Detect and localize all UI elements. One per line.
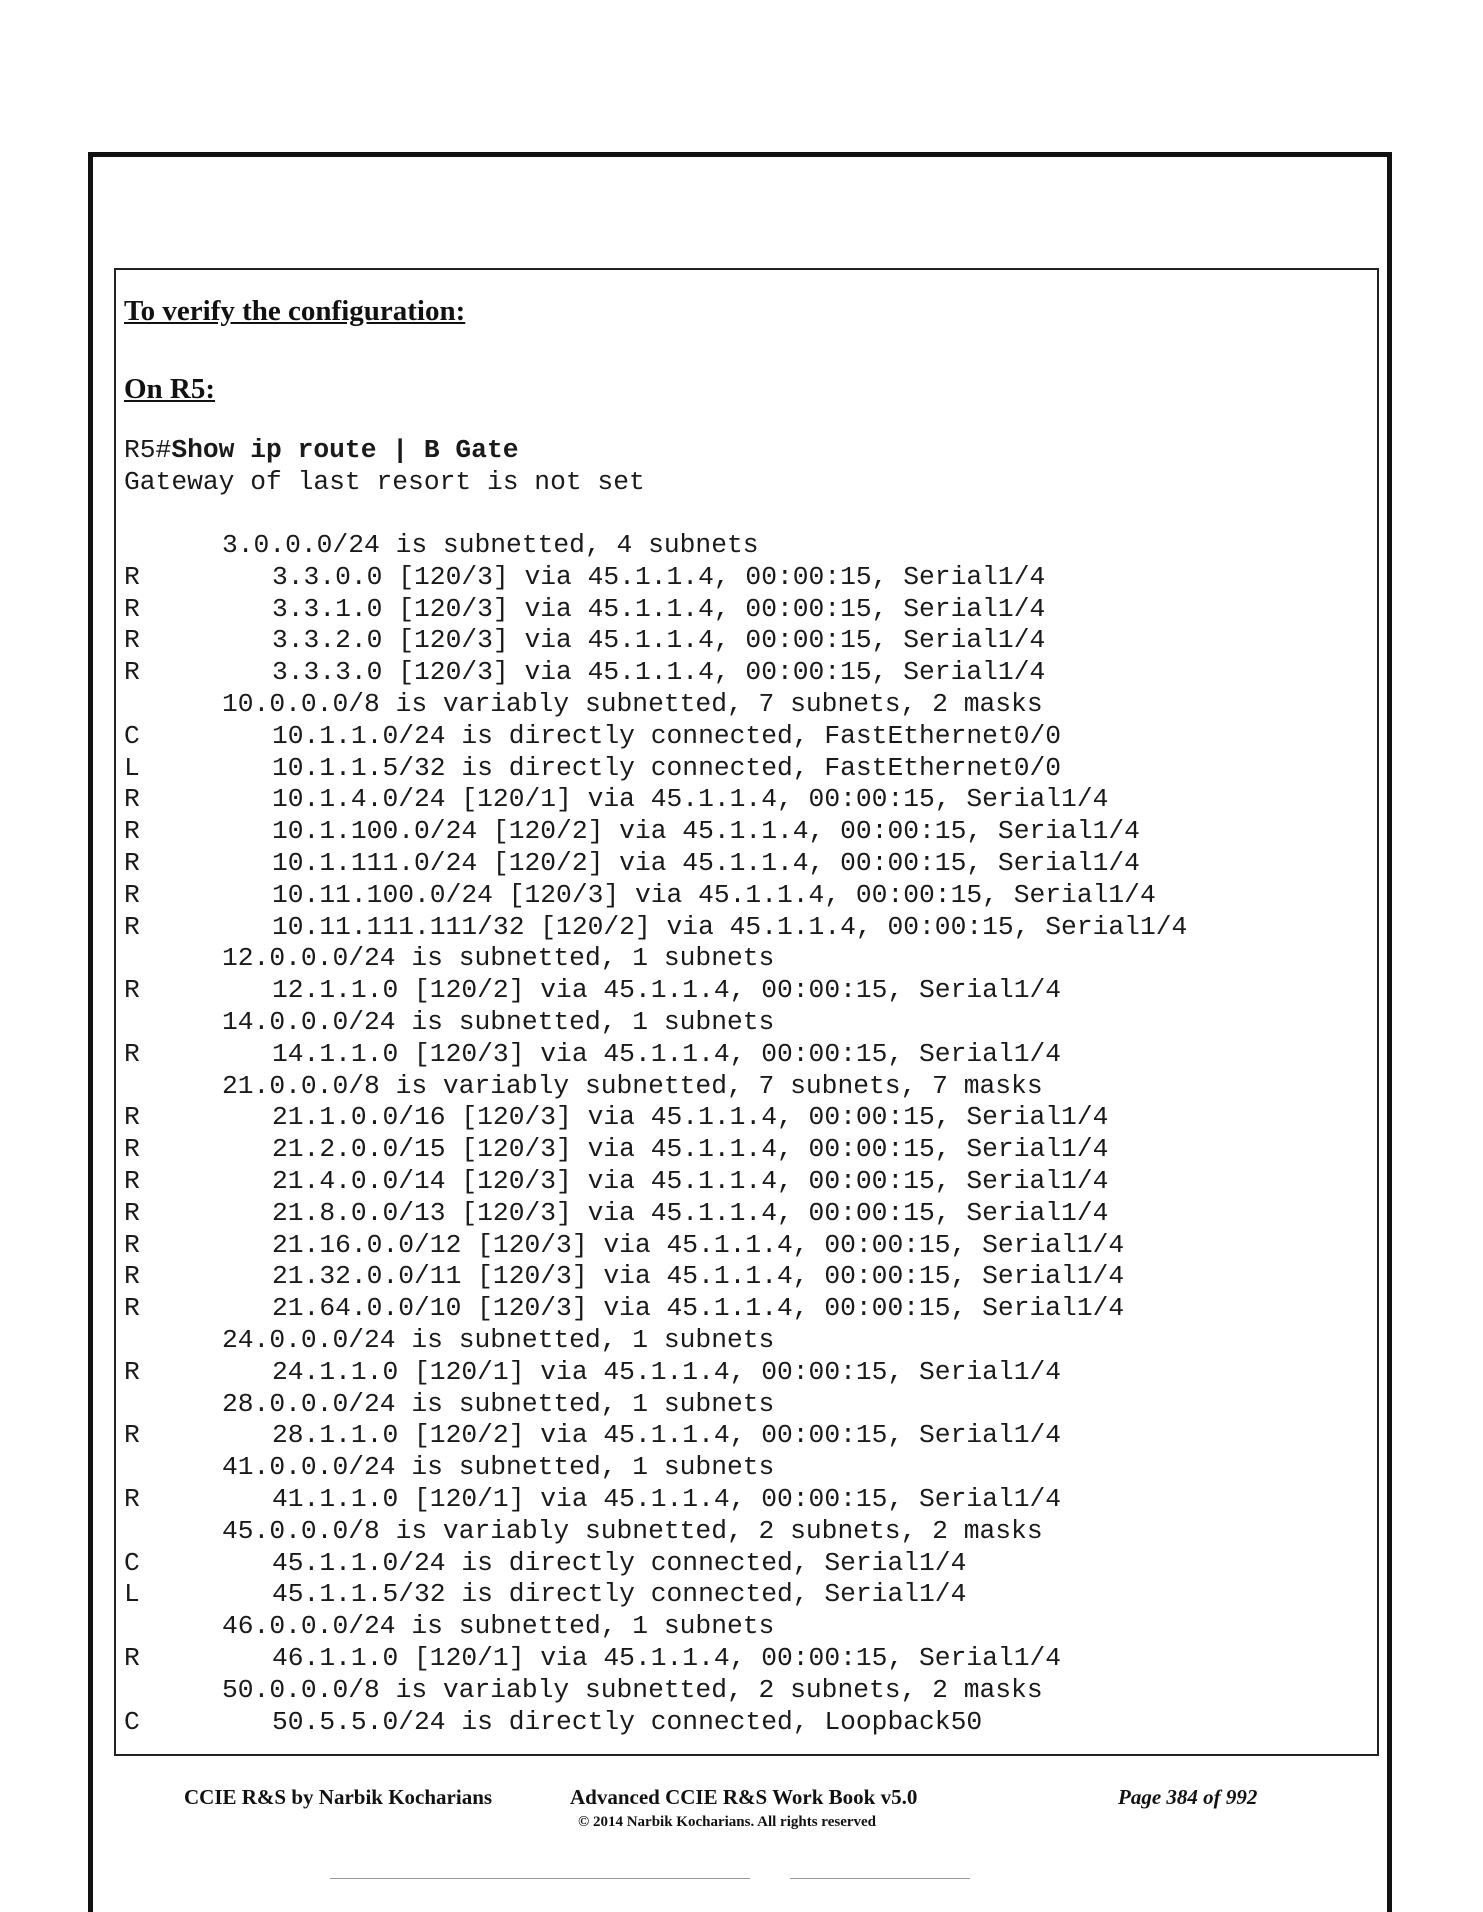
route-text: 10.1.100.0/24 [120/2] via 45.1.1.4, 00:00:15, Serial1/4 (272, 816, 1140, 847)
heading-router-r5: On R5: (124, 373, 216, 405)
route-text: 10.11.100.0/24 [120/3] via 45.1.1.4, 00:00:15, Serial1/4 (272, 879, 1156, 910)
footer-author: CCIE R&S by Narbik Kocharians (184, 1785, 493, 1809)
route-code: R (124, 1197, 140, 1228)
route-text: 45.1.1.5/32 is directly connected, Serial1/4 (272, 1579, 967, 1610)
route-text: 3.0.0.0/24 is subnetted, 4 subnets (222, 530, 759, 560)
route-code: R (124, 593, 140, 624)
route-text: 12.0.0.0/24 is subnetted, 1 subnets (222, 943, 775, 974)
route-text: 21.2.0.0/15 [120/3] via 45.1.1.4, 00:00:15, Serial1/4 (272, 1134, 1109, 1165)
command-line (124, 435, 519, 465)
route-code: L (124, 1579, 140, 1610)
route-text: 46.0.0.0/24 is subnetted, 1 subnets (222, 1611, 775, 1642)
route-text: 45.1.1.0/24 is directly connected, Serial1/4 (272, 1547, 967, 1578)
route-text: 14.0.0.0/24 is subnetted, 1 subnets (222, 1007, 775, 1037)
route-text: 41.1.1.0 [120/1] via 45.1.1.4, 00:00:15, Serial1/4 (272, 1484, 1062, 1514)
route-text: 28.1.1.0 [120/2] via 45.1.1.4, 00:00:15, Serial1/4 (272, 1420, 1062, 1451)
route-text: 3.3.2.0 [120/3] via 45.1.1.4, 00:00:15, Serial1/4 (272, 625, 1046, 656)
route-text: 50.5.5.0/24 is directly connected, Loopback50 (272, 1706, 983, 1737)
footer-book-title: Advanced CCIE R&S Work Book v5.0 (570, 1785, 918, 1809)
route-text: 50.0.0.0/8 is variably subnetted, 2 subnets, 2 masks (222, 1674, 1043, 1705)
route-code: C (124, 720, 140, 751)
route-code: R (124, 784, 140, 815)
route-code: R (124, 1420, 140, 1451)
route-code: R (124, 1134, 140, 1165)
route-text: 10.1.4.0/24 [120/1] via 45.1.1.4, 00:00:15, Serial1/4 (272, 784, 1109, 815)
route-code: L (124, 752, 140, 783)
route-text: 21.16.0.0/12 [120/3] via 45.1.1.4, 00:00:15, Serial1/4 (272, 1229, 1125, 1260)
route-code: R (124, 561, 140, 592)
route-text: 3.3.1.0 [120/3] via 45.1.1.4, 00:00:15, Serial1/4 (272, 593, 1046, 624)
footer-copyright: © 2014 Narbik Kocharians. All rights reserved (578, 1814, 877, 1830)
route-text: 10.11.111.111/32 [120/2] via 45.1.1.4, 00:00:15, Serial1/4 (272, 911, 1188, 942)
route-code: R (124, 1293, 140, 1324)
route-text: 10.1.1.0/24 is directly connected, FastEthernet0/0 (272, 720, 1062, 751)
route-code: R (124, 1229, 140, 1260)
route-text: 14.1.1.0 [120/3] via 45.1.1.4, 00:00:15, Serial1/4 (272, 1038, 1062, 1069)
route-code: C (124, 1547, 140, 1578)
route-code: R (124, 1261, 140, 1292)
route-text: 3.3.3.0 [120/3] via 45.1.1.4, 00:00:15, Serial1/4 (272, 657, 1046, 688)
route-code: R (124, 625, 140, 656)
route-code: R (124, 1166, 140, 1196)
route-code: R (124, 816, 140, 847)
route-code: R (124, 1102, 140, 1133)
scan-artifact (330, 1878, 750, 1879)
gateway-line: Gateway of last resort is not set (124, 467, 645, 497)
footer-page-number: Page 384 of 992 (1118, 1785, 1258, 1809)
route-text: 21.4.0.0/14 [120/3] via 45.1.1.4, 00:00:15, Serial1/4 (272, 1166, 1109, 1196)
route-text: 12.1.1.0 [120/2] via 45.1.1.4, 00:00:15, Serial1/4 (272, 975, 1062, 1006)
route-code: R (124, 1356, 140, 1387)
route-text: 10.1.111.0/24 [120/2] via 45.1.1.4, 00:00:15, Serial1/4 (272, 848, 1140, 878)
route-text: 28.0.0.0/24 is subnetted, 1 subnets (222, 1388, 775, 1419)
route-code: R (124, 657, 140, 688)
route-text: 41.0.0.0/24 is subnetted, 1 subnets (222, 1452, 775, 1483)
route-code: C (124, 1706, 140, 1737)
route-text: 21.32.0.0/11 [120/3] via 45.1.1.4, 00:00:15, Serial1/4 (272, 1261, 1125, 1292)
route-text: 10.0.0.0/8 is variably subnetted, 7 subnets, 2 masks (222, 689, 1043, 719)
route-code: R (124, 1643, 140, 1673)
route-code: R (124, 1038, 140, 1069)
route-code: R (124, 879, 140, 910)
route-text: 46.1.1.0 [120/1] via 45.1.1.4, 00:00:15, Serial1/4 (272, 1643, 1062, 1673)
command-prompt: R5# (124, 435, 172, 465)
command-text: Show ip route | B Gate (171, 435, 519, 465)
route-code: R (124, 975, 140, 1006)
route-code: R (124, 848, 140, 878)
route-text: 21.8.0.0/13 [120/3] via 45.1.1.4, 00:00:15, Serial1/4 (272, 1197, 1109, 1228)
route-text: 24.1.1.0 [120/1] via 45.1.1.4, 00:00:15, Serial1/4 (272, 1356, 1062, 1387)
route-code: R (124, 1484, 140, 1514)
scan-artifact (790, 1878, 970, 1879)
heading-verify-configuration: To verify the configuration: (124, 295, 466, 327)
route-text: 10.1.1.5/32 is directly connected, FastEthernet0/0 (272, 752, 1062, 783)
route-code: R (124, 911, 140, 942)
route-text: 45.0.0.0/8 is variably subnetted, 2 subnets, 2 masks (222, 1515, 1043, 1546)
route-text: 21.1.0.0/16 [120/3] via 45.1.1.4, 00:00:15, Serial1/4 (272, 1102, 1109, 1133)
route-text: 21.0.0.0/8 is variably subnetted, 7 subnets, 7 masks (222, 1070, 1043, 1101)
route-text: 3.3.0.0 [120/3] via 45.1.1.4, 00:00:15, Serial1/4 (272, 561, 1046, 592)
route-text: 24.0.0.0/24 is subnetted, 1 subnets (222, 1325, 775, 1355)
route-text: 21.64.0.0/10 [120/3] via 45.1.1.4, 00:00:15, Serial1/4 (272, 1293, 1125, 1324)
